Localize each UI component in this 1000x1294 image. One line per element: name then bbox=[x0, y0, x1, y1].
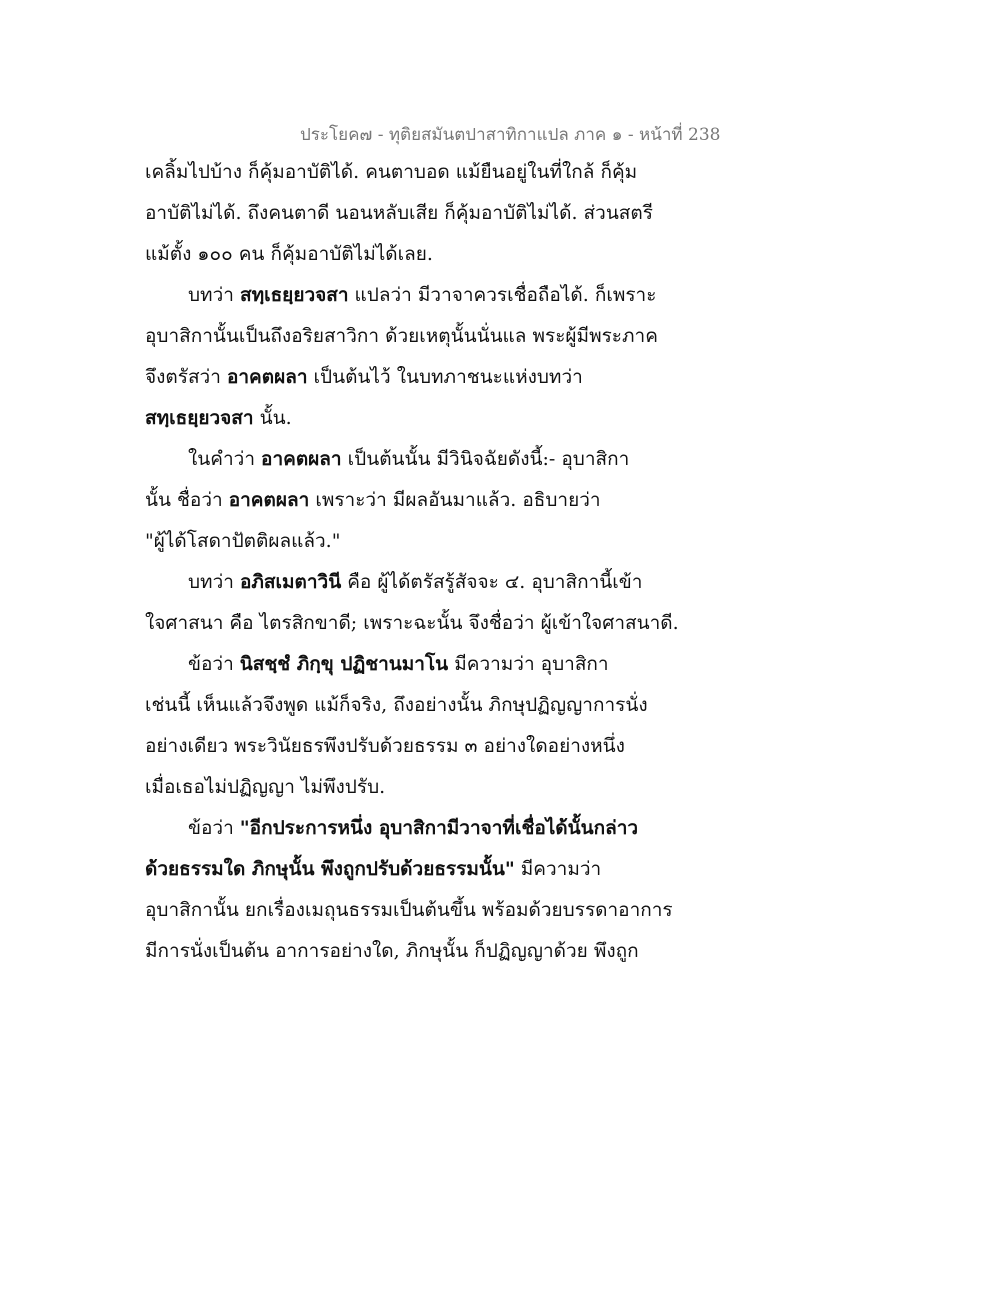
bold-term: "อีกประการหนึ่ง อุบาสิกามีวาจาที่เชื่อได้นั้นกล่าว bbox=[239, 817, 639, 839]
bold-term: อาคตผลา bbox=[226, 366, 308, 388]
text-segment: "ผู้ได้โสดาปัตติผลแล้ว." bbox=[145, 530, 341, 552]
text-segment: ข้อว่า bbox=[188, 817, 240, 839]
text-segment: มีความว่า อุบาสิกา bbox=[448, 653, 609, 675]
text-line bbox=[145, 603, 705, 644]
text-segment: เป็นต้นไว้ ในบทภาชนะแห่งบทว่า bbox=[307, 366, 583, 388]
text-line bbox=[145, 685, 705, 726]
text-segment: จึงตรัสว่า bbox=[145, 366, 227, 388]
text-segment: เมื่อเธอไม่ปฏิญญา ไม่พึงปรับ. bbox=[145, 776, 386, 798]
text-line bbox=[145, 398, 705, 439]
text-line bbox=[145, 521, 705, 562]
text-line bbox=[145, 849, 705, 890]
text-segment: อุบาสิกานั้น ยกเรื่องเมถุนธรรมเป็นต้นขึ้น พร้อมด้วยบรรดาอาการ bbox=[145, 899, 673, 921]
text-segment: ในคำว่า bbox=[188, 448, 262, 470]
text-segment: คือ ผู้ได้ตรัสรู้สัจจะ ๔. อุบาสิกานี้เข้า bbox=[341, 571, 643, 593]
bold-term: นิสชฺชํ ภิกฺขุ ปฏิชานมาโน bbox=[239, 653, 449, 675]
bold-term: สทฺเธยฺยวจสา bbox=[145, 407, 254, 429]
text-line bbox=[145, 193, 705, 234]
text-segment: อาบัติไม่ได้. ถึงคนตาดี นอนหลับเสีย ก็คุ้มอาบัติไม่ได้. ส่วนสตรี bbox=[145, 202, 653, 224]
text-segment: แปลว่า มีวาจาควรเชื่อถือได้. ก็เพราะ bbox=[348, 284, 657, 306]
text-line bbox=[145, 562, 705, 603]
body-text bbox=[145, 152, 705, 972]
text-segment: เป็นต้นนั้น มีวินิจฉัยดังนี้:- อุบาสิกา bbox=[341, 448, 630, 470]
text-line bbox=[145, 152, 705, 193]
text-line bbox=[145, 480, 705, 521]
text-line bbox=[145, 316, 705, 357]
bold-term: อภิสเมตาวินี bbox=[239, 571, 342, 593]
text-line bbox=[145, 767, 705, 808]
text-segment: เช่นนี้ เห็นแล้วจึงพูด แม้ก็จริง, ถึงอย่างนั้น ภิกษุปฏิญญาการนั่ง bbox=[145, 694, 648, 716]
text-line bbox=[145, 890, 705, 931]
text-segment: มีการนั่งเป็นต้น อาการอย่างใด, ภิกษุนั้น ก็ปฏิญญาด้วย พึงถูก bbox=[145, 940, 639, 962]
text-line bbox=[145, 931, 705, 972]
bold-term: ด้วยธรรมใด ภิกษุนั้น พึงถูกปรับด้วยธรรมนั้น" bbox=[145, 858, 515, 880]
text-line bbox=[145, 644, 705, 685]
text-segment: เพราะว่า มีผลอันมาแล้ว. อธิบายว่า bbox=[309, 489, 601, 511]
text-line bbox=[145, 439, 705, 480]
bold-term: อาคตผลา bbox=[261, 448, 342, 470]
text-segment: อย่างเดียว พระวินัยธรพึงปรับด้วยธรรม ๓ อย่างใดอย่างหนึ่ง bbox=[145, 735, 625, 757]
text-segment: มีความว่า bbox=[514, 858, 602, 880]
text-line bbox=[145, 234, 705, 275]
text-segment: ใจศาสนา คือ ไตรสิกขาดี; เพราะฉะนั้น จึงชื่อว่า ผู้เข้าใจศาสนาดี. bbox=[145, 612, 679, 634]
text-line bbox=[145, 357, 705, 398]
text-segment: อุบาสิกานั้นเป็นถึงอริยสาวิกา ด้วยเหตุนั้นนั่นแล พระผู้มีพระภาค bbox=[145, 325, 658, 347]
text-segment: บทว่า bbox=[188, 284, 240, 306]
text-segment: นั้น ชื่อว่า bbox=[145, 489, 229, 511]
page-header: ประโยค๗ - ทุติยสมันตปาสาทิกาแปล ภาค ๑ - หน้าที่ 238 bbox=[300, 125, 721, 145]
text-segment: บทว่า bbox=[188, 571, 240, 593]
bold-term: อาคตผลา bbox=[228, 489, 310, 511]
text-line bbox=[145, 808, 705, 849]
text-line bbox=[145, 275, 705, 316]
text-line bbox=[145, 726, 705, 767]
text-segment: แม้ตั้ง ๑๐๐ คน ก็คุ้มอาบัติไม่ได้เลย. bbox=[145, 243, 433, 265]
text-segment: เคลิ้มไปบ้าง ก็คุ้มอาบัติได้. คนตาบอด แม้ยืนอยู่ในที่ใกล้ ก็คุ้ม bbox=[145, 161, 638, 183]
text-segment: นั้น. bbox=[253, 407, 292, 429]
bold-term: สทฺเธยฺยวจสา bbox=[239, 284, 349, 306]
text-segment: ข้อว่า bbox=[188, 653, 240, 675]
